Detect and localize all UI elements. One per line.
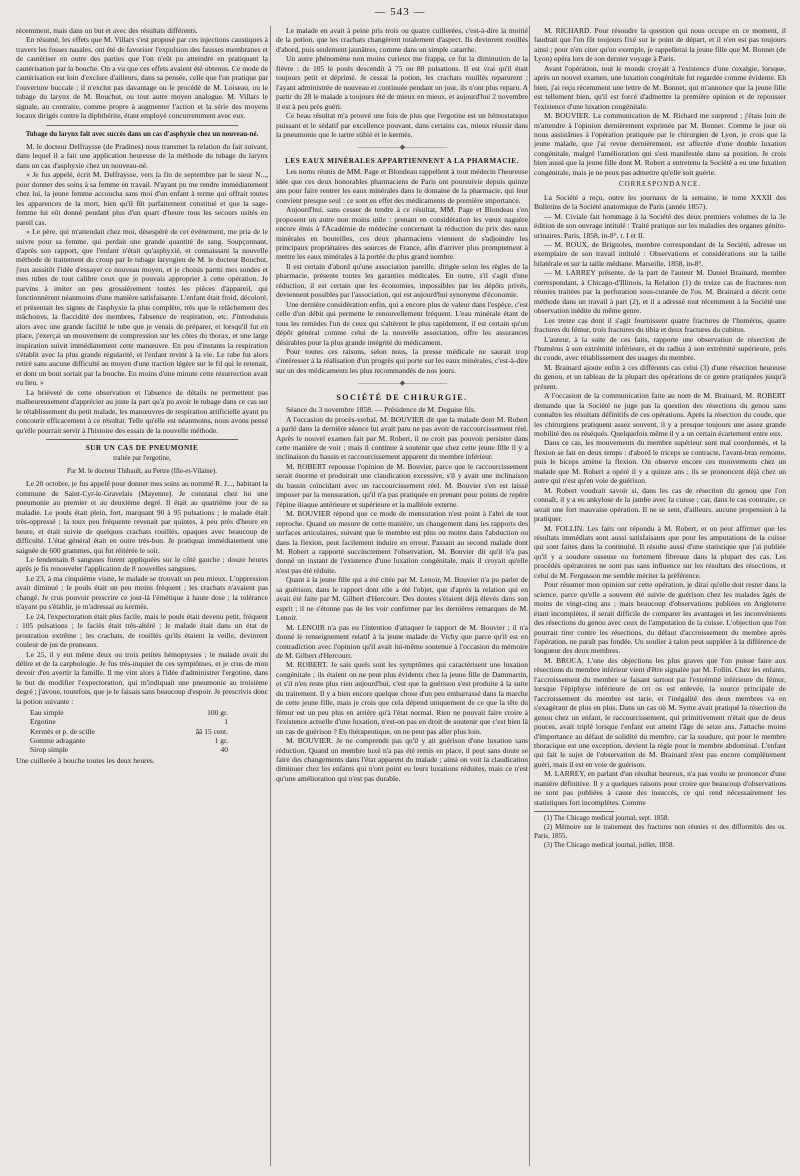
prescription-item: Eau simple 100 gr. bbox=[30, 708, 228, 718]
paragraph: — M. ROUX, de Brignoles, membre correspondant de la Société, adresse un exemplaire de son travail intitulé : Observations et considérations sur la taille bilatérale et sur la taille médiane. Marseille, 1858, in-8°. bbox=[534, 239, 786, 268]
section-heading-eaux: LES EAUX MINÉRALES APPARTIENNENT A LA PHARMACIE. bbox=[285, 156, 519, 165]
section-divider bbox=[46, 125, 238, 126]
section-divider bbox=[46, 439, 238, 440]
paragraph: Une cuillerée à bouche toutes les deux heures. bbox=[16, 756, 155, 766]
paragraph: Il est certain d'abord qu'une association pareille, dirigée selon les règles de la pharmacie, présente toutes les garanties médicales. En outre, s'il s'agit d'une réduction, il est certain que les économies, impossibles par les dépôts privés, deviennent possibles par l'association, qui est aujourd'hui synonyme d'économie. bbox=[276, 261, 528, 300]
footnote-rule bbox=[534, 811, 614, 812]
paragraph: Avant l'opération, tout le monde croyait à l'existence d'une coxalgie, lorsque, après un nouvel examen, une luxation congénitale fut regardée comme évidente. Eh bien, j'ai reçu récemment une lettre de M. Bonnet, qui m'annonce que la jeune fille est tellement bien, qu'il est forcé d'admettre la première opinion et de repousser l'existence d'une luxation congénitale. bbox=[534, 63, 786, 111]
paragraph: M. BROCA. L'une des objections les plus graves que l'on puisse faire aux résections du membre inférieur vient d'être signalée par M. Follin. Chez les enfants, l'accroissement du membre se faisant surtout par l'extrémité inférieure du fémur, lorsque l'épiphyse inférieure de cet os est enlevée, la source principale de l'accroissement du membre est tarie, et l'inégalité des deux membres va en s'exagérant de plus en plus. Dans un cas où M. Syme avait pratiqué la résection du genou chez un enfant, le raccourcissement, qui primitivement n'était que de deux pouces, avait triplé lorsque l'enfant eut atteint l'âge de seize ans. J'attache moins d'importance au défaut de solidité du membre, car la soudure, qui pour le membre thoracique est une exception, devient la règle pour le membre abdominal. L'enfant qui fait le sujet de l'observation de M. Brainard n'est pas encore complètement guéri, mais il est en voie de guérison. bbox=[534, 655, 786, 769]
column-1 bbox=[16, 26, 268, 1168]
paragraph: M. BOUVIER. Je ne comprends pas qu'il y ait guérison d'une luxation sans réduction. Quand un membre luxé n'a pas été remis en place, il peut sans doute se faire des changements dans l'état apparent du malade ; ainsi on voit la claudication diminuer chez les enfants qui n'ont point eu leurs luxations réduites, mais ce n'est qu'une amélioration qui n'est pas durable. bbox=[276, 736, 528, 783]
paragraph: Le malade en avait à peine pris trois ou quatre cuillerées, c'est-à-dire la moitié de la potion, que les crachats changèrent totalement d'aspect. Ils devinrent rouillés d'abord, puis seulement jaunâtres, comme dans un simple catarrhe. bbox=[276, 26, 528, 54]
paragraph: A l'occasion du procès-verbal, M. BOUVIER dit que la malade dont M. Robert a parlé dans la dernière séance lui avait paru ne pas avoir de raccourcissement réel. Après le nouvel examen fait par M. Robert, il ne croit pas pouvoir persister dans cette manière de voir ; mais il continue à soutenir que chez cette jeune fille il y a inclinaison du bassin et raccourcissement apparent du membre inférieur. bbox=[276, 414, 528, 462]
paragraph: « Je fus appelé, écrit M. Delfraysse, vers la fin de septembre par le sieur N..., pour donner des soins à sa femme en travail. N'ayant pu me rendre immédiatement chez lui, la jeune femme accoucha sans moi d'un enfant à terme qui offrait toutes les apparences de la mort, bien qu'il fût parfaitement constitué et que la sage-femme lui eût donné pendant plus d'un quart d'heure tous les secours usités en pareil cas. bbox=[16, 170, 268, 227]
column-rule bbox=[529, 26, 530, 1166]
section-heading-correspondance: CORRESPONDANCE. bbox=[618, 180, 702, 189]
paragraph: Pour résumer mon opinion sur cette opération, je dirai qu'elle doit rester dans la science, parce qu'elle a souvent été suivie de guérison chez les malades âgés de moins de vingt-cinq ans ; mais beaucoup d'observations publiées en Angleterre étant incomplètes, il serait difficile de comparer les avantages et les inconvénients des résections du genou avec ceux de l'amputation de la cuisse. L'objection que l'on pourrait tirer contre les résections, du défaut d'accroissement du membre après l'opération, ne paraît pas fondée. Un soulier à talon peut suppléer à la différence de longueur des deux membres. bbox=[534, 580, 786, 656]
paragraph: M. BOUVIER répond que ce mode de mensuration n'est point à l'abri de tout reproche. Quand on mesure de cette manière, un changement dans les rapports des surfaces articulaires, suivant que le membre est plus ou moins dans l'abduction ou dans la flexion, peut facilement induire en erreur. Passant au second malade dont M. Robert a rapporté succinctement l'observation, M. Bouvier dit qu'il n'a pas donné un instant de l'existence d'une luxation congénitale, mais il croyait qu'elle n'est pas été réduite. bbox=[276, 509, 528, 575]
column-2 bbox=[276, 26, 528, 1168]
paragraph: M. ROBERT. Je sais quels sont les symptômes qui caractérisent une luxation congénitale ; ils étaient on ne peut plus évidents chez la jeune fille de Dammartin, et s'il n'en reste plus rien aujourd'hui, c'est que la guérison s'est produite à la suite du traitement. Il y a bien encore quelque chose d'un peu embarrassé dans la marche de cette jeune fille, mais je crois que cela dépend uniquement de ce que la tête du fémur est un peu plus en arrière qu'à l'état normal. Rien ne pouvait faire croire à l'existence actuelle d'une luxation, n'est-on pas en droit de soutenir que c'est bien là un cas de guérison ? En thérapeutique, on ne peut pas aller plus loin. bbox=[276, 660, 528, 736]
paragraph: A l'occasion de la communication faite au nom de M. Brainard, M. ROBERT demande que la Société ne juge pas la question des résections du genou sans connaître les résultats définitifs de ces opérations. Après la résection du coude, que les chirurgiens pratiquent assez souvent, il y a presque toujours une assez grande mobilité des os réséqués. Quelquefois même il y a un certain écartement entre eux. bbox=[534, 391, 786, 439]
article-author: Par M. le docteur Thibault, au Pertre (Ille-et-Vilaine). bbox=[67, 466, 217, 475]
paragraph: Séance du 3 novembre 1858. — Présidence de M. Deguise fils. bbox=[286, 405, 476, 415]
paragraph: M. FOLLIN. Les faits ont répondu à M. Robert, et on peut affirmer que les résultats immédiats sont aussi satisfaisants que pour les amputations de la cuisse qui sont faites dans la continuité. Il résulte aussi d'une statistique que j'ai publiée qu'il y a soudure osseuse ou fortement fibreuse dans la plupart des cas. Les procédés opératoires ne sont pas sans influence sur les résultats des résections, et celui de M. Fergusson me semble mériter la préférence. bbox=[534, 523, 786, 580]
paragraph: M. Brainard ajoute enfin à ces différents cas celui (3) d'une résection heureuse du genou, et un tableau de la plupart des opérations de ce genre pratiquées jusqu'à présent. bbox=[534, 362, 786, 391]
paragraph: récemment, mais dans un but et avec des résultats différents. bbox=[16, 26, 198, 35]
paragraph: — M. LARREY présente, de la part de l'auteur M. Daniel Brainard, membre correspondant, à Chicago-d'Illinois, la Relation (1) de treize cas de fractures non réunies traitées par la perforation sous-cutanée de l'os. M. Brainard a décrit cette méthode dans un travail à part (2), et il a adressé tout récemment à la Société une observation inédite du même genre. bbox=[534, 268, 786, 316]
footnote: (1) The Chicago medical journal, sept. 1858. bbox=[544, 814, 670, 823]
section-heading-chirurgie: SOCIÉTÉ DE CHIRURGIE. bbox=[336, 392, 468, 402]
paragraph: M. RICHARD. Pour résoudre la question qui nous occupe en ce moment, il faudrait que l'on fût toujours fixé sur le point de départ, et il n'en est pas toujours ainsi ; pour n'en citer qu'un exemple, je rappellerai la jeune fille que M. Bonnet (de Lyon) opéra lors de son dernier voyage à Paris. bbox=[534, 26, 786, 64]
paragraph: M. LENOIR n'a pas eu l'intention d'attaquer le rapport de M. Bouvier ; il n'a donné le renseignement relatif à la jeune malade de Vichy que parce qu'il est en contradiction avec l'opinion qu'il avait lui-même soutenue à l'occasion du mémoire de M. Gilbert d'Hercourt. bbox=[276, 622, 528, 660]
paragraph: » Le père, qui m'attendait chez moi, désespéré de cet événement, me pria de le suivre pour sa femme, qui perdait une grande quantité de sang. Soupçonnant, d'après son rapport, que l'enfant n'était qu'asphyxié, et connaissant la nouvelle méthode de traitement du croup par le tubage laryngien de M. le docteur Bouchut, j'eus aussitôt l'idée d'essayer ce nouveau moyen, et je choisis parmi mes sondes et mes tubes de tout calibre ceux que je pouvais approprier à cette opération. Je parvins à imiter un peu grossièrement toutes les pièces d'appareil, qui fonctionnèrent néanmoins d'une manière satisfaisante. L'enfant était froid, décoloré, et présentait les signes de l'asphyxie la plus complète, très que le relâchement des mâchoires, la flaccidité des membres, l'absence de respiration, etc. J'introduisis alors avec une grande facilité le tube que je venais de préparer, et lorsqu'il fut en place, j'exerçai un mouvement de compression sur les côtes du thorax, et une large inspiration suivit immédiatement cette manœuvre. En peu d'instants la respiration s'établit avec la plus grande régularité, et l'enfant revint à la vie. Le tube fut alors retiré sans aucune difficulté au moyen d'une traction légère sur le fil qui le retenait, et dont un bout sortait par la bouche. En moins d'une minute cette résurrection avait eu lieu. » bbox=[16, 227, 268, 388]
paragraph: La brièveté de cette observation et l'absence de détails ne permettent pas malheureusement d'apprécier au juste la part qu'a pu avoir le tubage dans ce cas sur le rétablissement du petit malade, les manœuvres de respiration artificielle ayant pu concourir efficacement à ce résultat. Telle qu'elle est néanmoins, nous avons pensé qu'elle pourrait servir à l'histoire des essais de la nouvelle méthode. bbox=[16, 387, 268, 435]
section-heading-tubage: Tubage du larynx fait avec succès dans un cas d'asphyxie chez un nouveau-né. bbox=[25, 129, 259, 138]
paragraph: M. le docteur Delfraysse (de Pradines) nous transmet la relation du fait suivant, dans lequel il a fait une application heureuse de la méthode du tubage du larynx dans un cas d'asphyxie chez un nouveau-né. bbox=[16, 141, 268, 170]
section-heading-pneumonie: SUR UN CAS DE PNEUMONIE bbox=[85, 444, 199, 453]
paragraph: M. BOUVIER. La communication de M. Richard me surprend ; j'étais loin de m'attendre à l'opinion dernièrement exprimée par M. Bonnet. Comme le jour où nous assistâmes à l'opération pratiquée par le chirurgien de Lyon, je crois que la jeune malade, que j'ai revue dernièrement, est affectée d'une double luxation congénitale, malgré l'amélioration qui s'est manifestée dans sa position. Je crois bien aussi que la jeune fille dont M. Robert a entretenu la Société a eu une luxation congénitale, mais je ne peux pas admettre qu'elle soit guérie. bbox=[534, 111, 786, 177]
paragraph: Quant à la jeune fille qui a été citée par M. Lenoir, M. Bouvier n'a pu parler de sa guérison, dans le rapport dont elle a été l'objet, que d'après la relation qui en avait été faite par M. Gilbert d'Hercourt. Des doutes s'étaient déjà élevés dans son esprit ; il ne s'étonne pas de les voir confirmer par les dernières remarques de M. Lenoir. bbox=[276, 575, 528, 623]
footnote: (3) The Chicago medical journal, juillet, 1858. bbox=[544, 841, 675, 850]
paragraph: Le 24, l'expectoration était plus facile, mais le pouls était devenu petit, fréquent : 105 pulsations ; le faciès était très-altéré ; le malade était dans un état de prostration extrême ; les crachats, de rouillés qu'ils étaient la veille, devinrent couleur de jus de pruneaux. bbox=[16, 611, 268, 650]
footnote: (2) Mémoire sur le traitement des fractures non réunies et des difformités des os. Paris, 1855. bbox=[534, 823, 786, 841]
section-subheading: traitée par l'ergotine, bbox=[113, 454, 171, 463]
prescription-item: Kermès et p. de scille ãã 15 cent. bbox=[30, 726, 228, 736]
paragraph: Les noms réunis de MM. Page et Blondeau rappellent à tout médecin l'heureuse idée que ces deux honorables pharmaciens de Paris ont poursuivie depuis quinze ans pour faire rentrer les eaux minérales dans le domaine de la pharmacie, qui leur convient presque seul : ce sont en effet des médicaments de première importance. bbox=[276, 167, 528, 205]
column-rule bbox=[270, 26, 271, 1166]
paragraph: Les treize cas dont il s'agit fournissent quatre fractures de l'humérus, quatre fractures du fémur, trois fractures du tibia et deux fractures du cubitus. bbox=[534, 315, 786, 335]
prescription-item: Sirop simple 40 bbox=[30, 745, 228, 755]
column-3 bbox=[534, 26, 786, 1168]
paragraph: En résumé, les effets que M. Villars s'est proposé par ces injections caustiques à travers les fosses nasales, ont été de favoriser l'expulsion des fausses membranes et de cautériser en outre des parties que l'on n'eût pu atteindre en pratiquant la cautérisation par la bouche. On a vu que ces effets avaient été obtenus. Ce mode de cautérisation est loin d'exclure d'ailleurs, dans sa pensée, celle que l'on pratique par l'ouverture buccale ; il n'exclut pas davantage ou le procédé de M. Loiseau, ou le tubage du larynx de M. Bouchut, ou tout autre moyen analogue. M. Villars le signale, au contraire, comme propre à augmenter l'action et la série des moyens locaux dirigés contre la diphthérite, étant employé concurremment avec eux. bbox=[16, 35, 268, 121]
paragraph: — M. Civiale fait hommage à la Société des deux premiers volumes de la 3e édition de son ouvrage intitulé : Traité pratique sur les maladies des organes génito-urinaires. Paris, 1858, in-8°, t. I et II. bbox=[534, 211, 786, 240]
ornament-divider: ———————◆——————— bbox=[357, 143, 447, 152]
prescription-list bbox=[16, 708, 268, 754]
paragraph: Le 20 octobre, je fus appelé pour donner mes soins au nommé R. J..., habitant la commune de Saint-Cyr-le-Gravelais (Mayenne). Je constatai chez lui une pneumonie au premier et au deuxième degré. Il était au quatrième jour de sa maladie. Le pouls était plein, fort, marquant 90 à 95 pulsations ; le malade était très-oppressé ; la toux peu fréquente revenait par quintes, à peu près d'heure en heure, et était suivie de quelques crachats rouillés, opaques avec beaucoup de difficulté. L'état général était en outre très-bon. Je pratiquai immédiatement une saignée de 600 grammes, qui fut réitérée le soir. bbox=[16, 479, 268, 555]
paragraph: Un autre phénomène non moins curieux me frappa, ce fut la diminution de la fièvre : de 105 le pouls descendit à 75 ou 80 pulsations. Il est vrai qu'il était toujours petit et déprimé. Je cessai la potion, les crachats rouillés reparurent ; l'ayant administrée de nouveau et continuée pendant un jour, ils n'ont plus reparu. A partir du 28 le malade a toujours été de mieux en mieux, et aujourd'hui 2 novembre il est à peu près guéri. bbox=[276, 54, 528, 111]
prescription-item: Ergotine 1 bbox=[30, 717, 228, 727]
ornament-divider: ———————◆——————— bbox=[357, 379, 447, 388]
prescription-item: Gomme adragante 1 gr. bbox=[30, 735, 228, 745]
paragraph: Pour toutes ces raisons, selon nous, la presse médicale ne saurait trop s'intéresser à la réalisation d'un progrès qui porte sur les eaux minérales, c'est-à-dire sur un des médicaments les plus recommandés de nos jours. bbox=[276, 346, 528, 375]
paragraph: Le 23, à ma cinquième visite, le malade se trouvait un peu mieux. L'oppression avait diminué ; le pouls était un peu moins fréquent ; les crachats n'avaient pas changé. Je crus pouvoir prescrire ce jour-là l'émétique à haute dose ; la tolérance n'ayant pu s'établir, je m'adressai au kermès. bbox=[16, 573, 268, 612]
paragraph: M. LARREY, en parlant d'un résultat heureux, n'a pas voulu se prononcer d'une manière définitive. Il y a quelques raisons pour croire que beaucoup d'observations ne sont pas publiées à cause des insuccès, ce qui rend nécessairement les statistiques fort incomplètes. Comme bbox=[534, 769, 786, 807]
paragraph: Ce beau résultat m'a prouvé une fois de plus que l'ergotine est un hémostatique puissant et le sédatif par excellence pouvant, dans certains cas, mieux réussir dans la pneumonie que le tartre stibié et le kermès. bbox=[276, 111, 528, 139]
paragraph: M. Robert voudrait savoir si, dans les cas de résection du genou que l'on connaît, il y a eu ankylose de la jambe avec la cuisse ; car, dans le cas contraire, ce serait une fort mauvaise opération. Il ne se sent, d'ailleurs, aucune propension à la pratiquer. bbox=[534, 485, 786, 524]
paragraph: Le 25, il y eut même deux ou trois petites hémoptysies ; le malade avait du délire et de la carphologie. Je fus très-inquiet de ces symptômes, et je crus de mon devoir d'en avertir la famille. Il me vint alors à l'idée d'administrer l'ergotine, dans le but de modifier l'expectoration, qui m'indiquait une pneumonie au troisième degré ; j'avoue, toutefois, que je le faisais sans beaucoup d'espoir. Je prescrivis donc la potion suivante : bbox=[16, 649, 268, 706]
paragraph: Aujourd'hui, sans cesser de tendre à ce résultat, MM. Page et Blondeau s'en proposent un autre non moins utile : prenant en considération les vœux naguère encore émis à l'Académie de médecine concernant la réduction du prix des eaux minérales en bouteilles, ces deux pharmaciens viennent de s'adjoindre les principaux propriétaires des sources de France, afin d'arriver plus promptement à mettre les eaux minérales à la portée du plus grand nombre. bbox=[276, 205, 528, 262]
page-number: — 543 — bbox=[374, 6, 426, 18]
paragraph: La Société a reçu, outre les journaux de la semaine, le tome XXXII des Bulletins de la Société anatomique de Paris (année 1857). bbox=[534, 192, 786, 212]
paragraph: Dans ce cas, les mouvements du membre supérieur sont mal coordonnés, et la flexion se fait en deux temps : d'abord le triceps se contracte, l'avant-bras remonte, puis le biceps amène la flexion. On observe encore ces mouvements chez un malade que M. Robert a opéré il y a quinze ans ; ils se prononcent déjà chez un autre qui n'est qu'en voie de guérison. bbox=[534, 438, 786, 486]
paragraph: Une dernière considération enfin, qui a encore plus de valeur dans l'espèce, c'est celle d'un débit qui permette le renouvellement fréquent. L'eau minérale étant de tous les remèdes l'un de ceux qui s'altèrent le plus rapidement, il est certain qu'un dépôt général comme celui de la nouvelle association, offre les assurances désirables pour la plus grande intégrité du médicament. bbox=[276, 299, 528, 347]
paragraph: M. ROBERT repousse l'opinion de M. Bouvier, parce que le raccourcissement serait énorme et produirait une claudication excessive, s'il y avait une inclinaison du bassin coïncidant avec un raccourcissement réel. M. Bouvier s'en est laissé imposer par la mensuration, qu'il n'a pas pratiquée en prenant pour points de repère l'épine iliaque antérieure et supérieure et la malléole externe. bbox=[276, 461, 528, 509]
paragraph: Le lendemain 8 sangsues furent appliquées sur le côté gauche ; douze heures après je fis renouveler l'application de 8 nouvelles sangsues. bbox=[16, 555, 268, 574]
paragraph: L'auteur, à la suite de ces faits, rapporte une observation de résection de l'humérus à son extrémité inférieure, et du radius à son extrémité supérieure, près du coude, avec rétablissement des usages du membre. bbox=[534, 334, 786, 363]
